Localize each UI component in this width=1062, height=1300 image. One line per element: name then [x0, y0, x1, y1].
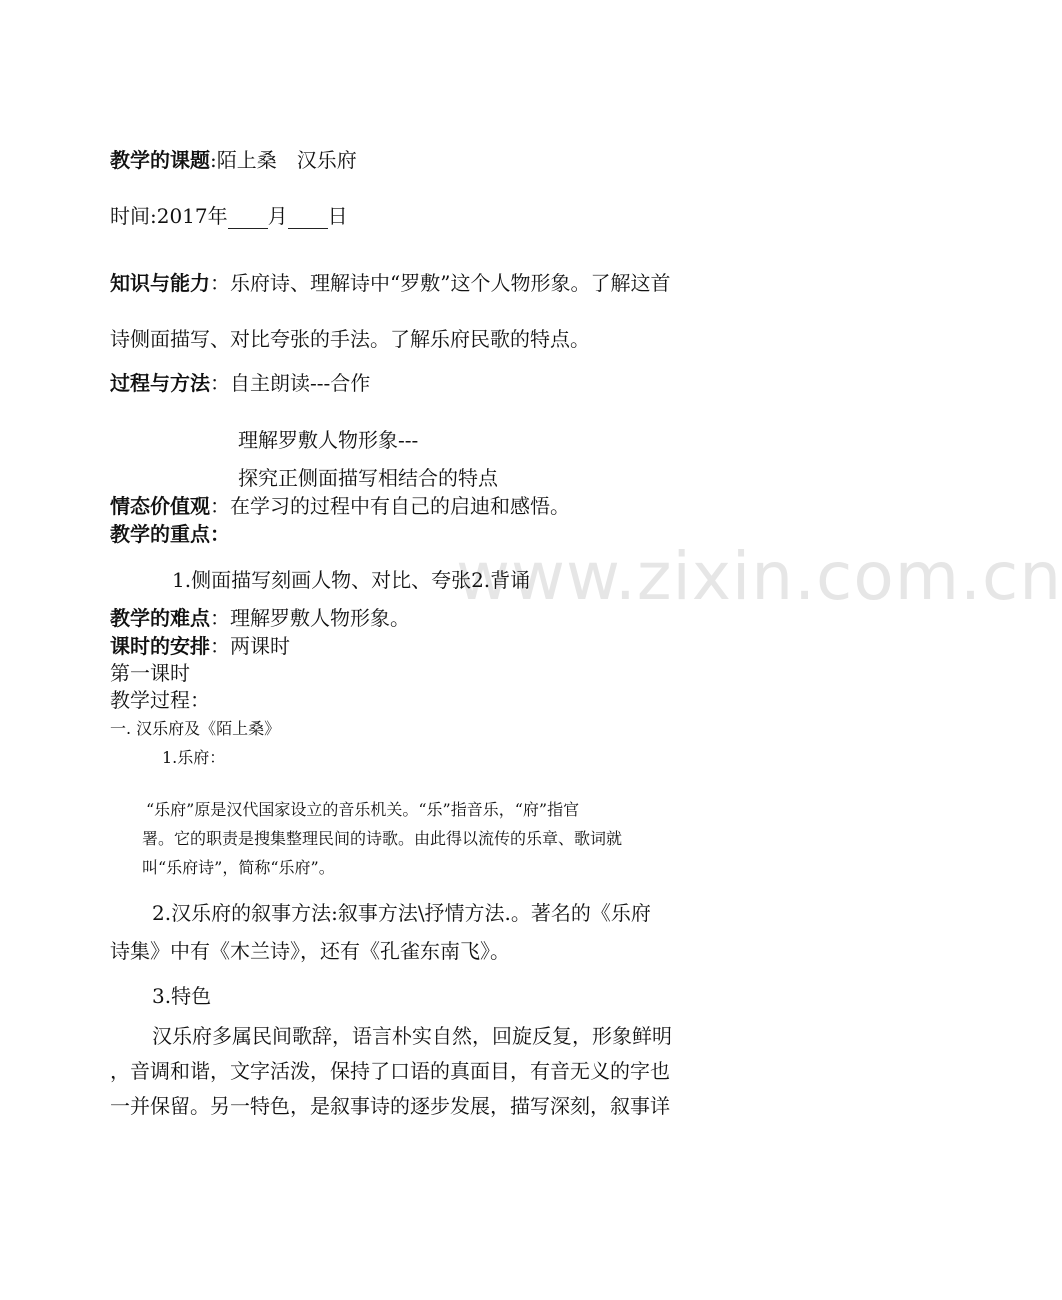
- topic-label: 教学的课题: [110, 148, 210, 172]
- sub1-line: 署。它的职责是搜集整理民间的诗歌。由此得以流传的乐章、歌词就: [142, 829, 623, 848]
- sub3-line: ，音调和谐，文字活泼，保持了口语的真面目，有音无义的字也: [110, 1059, 670, 1083]
- sub2-line-2: 诗集》中有《木兰诗》，还有《孔雀东南飞》。: [110, 939, 510, 963]
- values-text: ：在学习的过程中有自己的启迪和感悟。: [210, 494, 570, 518]
- lesson-first: 第一课时: [110, 661, 190, 685]
- knowledge-line-1: [110, 267, 670, 296]
- topic-line: [110, 144, 357, 173]
- knowledge-line-2: 诗侧面描写、对比夸张的手法。了解乐府民歌的特点。: [110, 327, 590, 351]
- watermark: www.zixin.com.cn: [456, 538, 1062, 615]
- month-blank: [228, 210, 268, 229]
- sub1-title: 1.乐府：: [162, 748, 226, 767]
- values-line: [110, 490, 570, 519]
- process-line-3: 探究正侧面描写相结合的特点: [238, 466, 498, 490]
- schedule-text: ：两课时: [210, 634, 290, 658]
- process-line-1: [110, 367, 370, 396]
- time-month: 月: [267, 204, 288, 228]
- process-text: ：自主朗读---合作: [210, 371, 371, 395]
- process-label: 过程与方法: [110, 371, 210, 395]
- sub1-line: “乐府”原是汉代国家设立的音乐机关。“乐”指音乐，“府”指官: [146, 800, 580, 819]
- key-points-label: 教学的重点：: [110, 522, 230, 546]
- values-label: 情态价值观: [110, 494, 210, 518]
- sub3-line: 汉乐府多属民间歌辞，语言朴实自然，回旋反复，形象鲜明: [152, 1024, 672, 1048]
- sub3-title: 3.特色: [152, 984, 212, 1008]
- section-heading: 一. 汉乐府及《陌上桑》: [110, 719, 281, 738]
- lesson-process: 教学过程：: [110, 688, 210, 712]
- schedule-label: 课时的安排: [110, 634, 210, 658]
- time-line: [110, 200, 348, 229]
- difficulty-text: ：理解罗敷人物形象。: [210, 606, 410, 630]
- difficulty-line: [110, 602, 410, 631]
- sub1-line: 叫“乐府诗”，简称“乐府”。: [142, 858, 335, 877]
- knowledge-text: ：乐府诗、理解诗中“罗敷”这个人物形象。了解这首: [210, 271, 671, 295]
- time-day: 日: [327, 204, 348, 228]
- time-prefix: 时间:2017年: [110, 204, 228, 228]
- knowledge-label: 知识与能力: [110, 271, 210, 295]
- process-line-2: 理解罗敷人物形象---: [238, 428, 419, 452]
- difficulty-label: 教学的难点: [110, 606, 210, 630]
- day-blank: [288, 210, 328, 229]
- schedule-line: [110, 630, 290, 659]
- sub2-line-1: 2.汉乐府的叙事方法:叙事方法\抒情方法.。著名的《乐府: [152, 901, 651, 925]
- sub3-line: 一并保留。另一特色，是叙事诗的逐步发展，描写深刻，叙事详: [110, 1094, 670, 1118]
- topic-value: :陌上桑 汉乐府: [210, 148, 357, 172]
- key-points-item: 1.侧面描写刻画人物、对比、夸张2.背诵: [172, 568, 531, 592]
